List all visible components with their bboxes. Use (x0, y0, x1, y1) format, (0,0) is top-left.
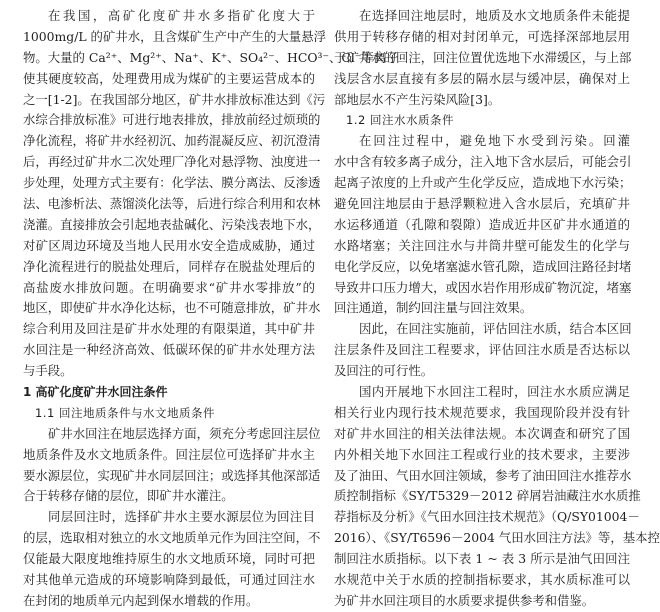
text-line: 对其他单元造成的环境影响降到最低，可通过回注水 (23, 572, 315, 588)
text-line: 水路堵塞；关注回注水与井筒井壁可能发生的化学与 (334, 237, 630, 253)
text-line: 净化流程，将矿井水经初沉、加药混凝反应、初沉澄清 (23, 133, 321, 149)
text-line: 之一[1-2]。在我国部分地区，矿井水排放标准达到《污 (23, 91, 326, 107)
text-line: 仅能最大限度地维持原生的水文地质环境，同时可把 (23, 551, 315, 567)
text-line: 于矿井水的回注，回注位置优选地下水滞缓区，与上部 (334, 49, 632, 65)
text-line: 在我国，高矿化度矿井水多指矿化度大于 (48, 8, 315, 23)
text-line: 高盐废水排放问题。在明确要求“矿井水零排放”的 (23, 279, 315, 295)
text-line: 浇灌。直接排放会引起地表盐碱化、污染浅表地下水， (23, 216, 321, 232)
text-line: 在选择回注地层时，地质及水文地质条件未能提 (359, 8, 630, 23)
text-line: 水运移通道（孔隙和裂隙）造成近井区矿井水通道的 (334, 216, 630, 232)
text-line: 在封闭的地质单元内起到保水增载的作用。 (23, 592, 259, 608)
text-line: 地质条件及水文地质条件。回注层位可选择矿井水主 (23, 446, 315, 462)
text-line: 使其硬度较高，处理费用成为煤矿的主要运营成本的 (23, 70, 315, 86)
text-line: 1000mg/L 的矿井水，且含煤矿生产中产生的大量悬浮 (23, 28, 326, 44)
text-line: 回注通道，制约回注量与回注效果。 (334, 300, 533, 316)
right-paragraphs (334, 6, 630, 110)
text-line: 净化流程进行的脱盐处理后，同样存在脱盐处理后的 (23, 258, 315, 274)
text-line: 与手段。 (23, 363, 73, 379)
text-line: 荐指标及分析》《气田水回注技术规范》（Q/SY01004－ (334, 509, 640, 525)
text-line: 2016）、《SY/T6596－2004 气田水回注方法》等，基本控 (334, 530, 660, 546)
text-line: 导致井口压力增大，或因水岩作用形成矿物沉淀，堵塞 (334, 279, 632, 295)
text-line: 水回注是一种经济高效、低碳环保的矿井水处理方法 (23, 342, 315, 358)
text-line: 部地层水不产生污染风险[3]。 (334, 91, 501, 107)
text-line: 水规范中关于水质的控制指标要求，其水质标准可以 (334, 572, 630, 588)
right-paragraphs-2 (334, 131, 660, 611)
text-line: 对矿区周边环境及当地人民用水安全造成威胁，通过 (23, 237, 315, 253)
text-line: 质控制指标《SY/T5329－2012 碎屑岩油藏注水水质推 (334, 488, 641, 504)
section-heading: 1 高矿化度矿井水回注条件 (23, 385, 168, 400)
text-line: 合于转移存储的层位，即矿井水灌注。 (23, 488, 234, 504)
text-line: 避免回注地层由于悬浮颗粒进入含水层后，充填矿井 (334, 196, 630, 212)
text-line: 及了油田、气田水回注领域，参考了油田回注水推荐水 (334, 467, 632, 483)
text-line: 的层，选取相对独立的水文地质单元作为回注空间，不 (23, 530, 321, 546)
text-line: 物。大量的 Ca²⁺、Mg²⁺、Na⁺、K⁺、SO₄²⁻、HCO³⁻、Cl⁻等离子 (23, 49, 399, 65)
text-line: 后，再经过矿井水二次处理厂净化对悬浮物、浊度进一 (23, 154, 321, 170)
text-line: 在回注过程中，避免地下水受到污染。回灌 (359, 133, 630, 149)
text-line: 内外相关地下水回注工程或行业的技术要求，主要涉 (334, 446, 630, 462)
text-line: 水综合排放标准》可进行地表排放，排放前经过烦琐的 (23, 112, 321, 128)
text-line: 地区，即使矿井水净化达标，也不可随意排放，矿井水 (23, 300, 321, 316)
text-line: 对矿井水回注的相关法律法规。本次调查和研究了国 (334, 425, 630, 441)
text-line: 浅层含水层直接有多层的隔水层与缓冲层，确保对上 (334, 70, 630, 86)
text-line: 同层回注时，选择矿井水主要水源层位为回注目 (48, 509, 315, 525)
text-line: 供用于转移存储的相对封闭单元，可选择深部地层用 (334, 28, 630, 44)
text-line: 及回注的可行性。 (334, 363, 434, 379)
text-line: 水中含有较多离子成分，注入地下含水层后，可能会引 (334, 154, 632, 170)
text-line: 因此，在回注实施前，评估回注水质，结合本区回 (359, 321, 632, 337)
text-line: 步处理，处理方式主要有：化学法、膜分离法、反渗透 (23, 175, 321, 191)
text-line: 国内开展地下水回注工程时，回注水水质应满足 (359, 384, 630, 400)
text-line: 为矿井水回注项目的水质要求提供参考和借鉴。 (334, 592, 595, 608)
text-line: 电化学反应，以免堵塞滤水管孔隙，造成回注路径封堵 (334, 258, 632, 274)
text-line: 起离子浓度的上升或产生化学反应，造成地下水污染； (334, 175, 632, 191)
text-line: 矿井水回注在地层选择方面，须充分考虑回注层位 (48, 425, 321, 441)
subsection-heading: 1.1 回注地质条件与水文地质条件 (35, 405, 215, 420)
right-column (334, 6, 660, 612)
subsection-heading: 1.2 回注水水质条件 (346, 113, 454, 128)
text-line: 相关行业内现行技术规范要求，我国现阶段并没有针 (334, 404, 630, 420)
text-line: 注层条件及回注工程要求，评估回注水质是否达标以 (334, 342, 630, 358)
text-line: 法、电渗析法、蒸馏淡化法等，后进行综合利用和农林 (23, 196, 321, 212)
left-paragraphs-2 (23, 424, 321, 612)
text-line: 综合利用及回注是矿井水处理的有限渠道，其中矿井 (23, 321, 315, 337)
text-line: 制回注水质指标。以下表 1 ~ 表 3 所示是油气田回注 (334, 551, 630, 567)
text-line: 要水源层位，实现矿井水同层回注；或选择其他深部适 (23, 467, 321, 483)
